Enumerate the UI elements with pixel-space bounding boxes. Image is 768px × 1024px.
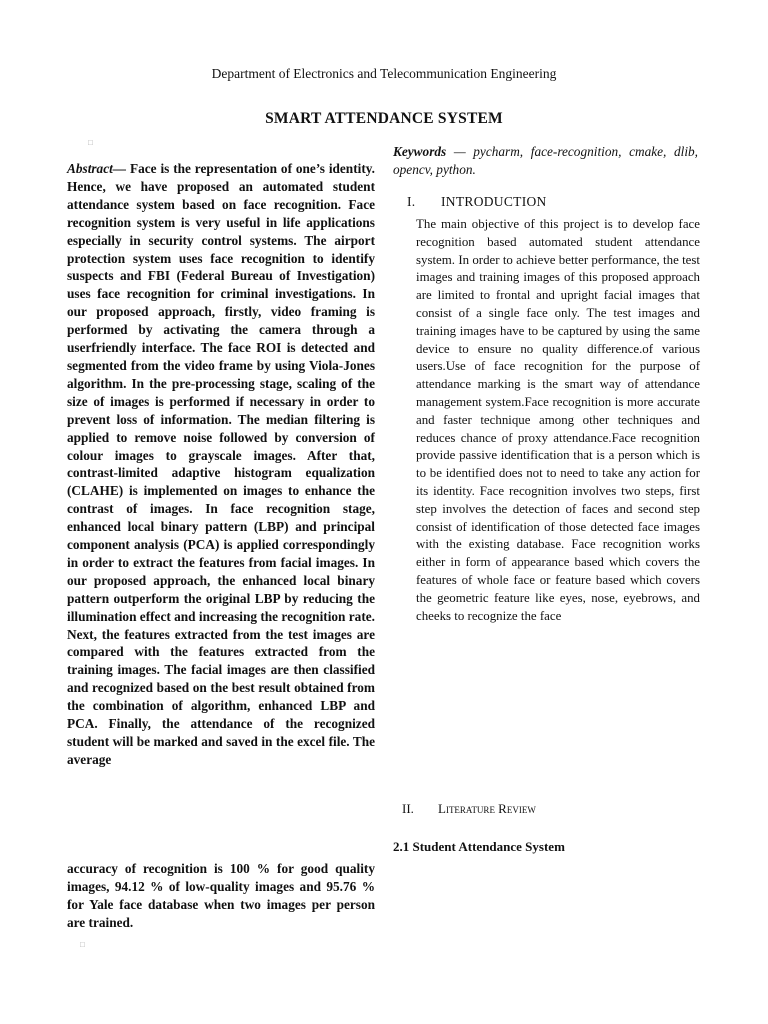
section-title: INTRODUCTION [441, 194, 547, 209]
department-header: Department of Electronics and Telecommunication Engineering [211, 66, 557, 81]
keywords-body: — pycharm, face-recognition, cmake, dlib, opencv, python. [393, 144, 698, 177]
keywords-label: Keywords [393, 144, 447, 159]
introduction-body: The main objective of this project is to develop face recognition based automated student attendance system. In order to achieve better performance, the test images and training images of this proposed approach are limited to frontal and upright facial images that consist of a single face only. The test images and training images have to be captured by using the same device to ensure no quality difference.of various users.Use of face recognition for the purpose of attendance marking is the smart way of attendance management system.Face recognition is more accurate and faster technique among other techniques and reduces chance of proxy attendance.Face recognition provide passive identification that is a person which is to be identified does not to need to take any action for its identity. Face recognition involves two steps, first step involves the detection of faces and second step consist of identification of those detected face images with the existing database. Face recognition works either in form of appearance based which covers the features of whole face or feature based which covers the geometric feature like eyes, nose, eyebrows, and cheeks to recognize the face [416, 217, 700, 623]
column-marker: □ [88, 138, 93, 147]
abstract-body: Face is the representation of one’s identity. Hence, we have proposed an automated student attendance system based on face recognition. Face recognition system is very useful in life applications especially in security control systems. The airport protection system uses face recognition to identify suspects and FBI (Federal Bureau of Investigation) uses face recognition for criminal investigations. In our proposed approach, firstly, video framing is performed by activating the camera through a userfriendly interface. The face ROI is detected and segmented from the video frame by using Viola-Jones algorithm. In the pre-processing stage, scaling of the size of images is performed if necessary in order to prevent loss of information. The median filtering is applied to remove noise followed by conversion of colour images to grayscale images. After that, contrast-limited adaptive histogram equalization (CLAHE) is implemented on images to enhance the contrast of images. In face recognition stage, enhanced local binary pattern (LBP) and principal component analysis (PCA) is applied correspondingly in order to extract the features from facial images. In our proposed approach, the enhanced local binary pattern outperform the original LBP by reducing the illumination effect and increasing the recognition rate. Next, the features extracted from the test images are compared with the features extracted from the training images. The facial images are then classified and recognized based on the best result obtained from the combination of algorithm, enhanced LBP and PCA. Finally, the attendance of the recognized student will be marked and saved in the excel file. The average [67, 161, 375, 767]
abstract [67, 160, 375, 769]
abstract-continuation: accuracy of recognition is 100 % for good quality images, 94.12 % of low-quality images and 95.76 % for Yale face database when two images per person are trained. [67, 861, 375, 930]
section-number: I. [407, 194, 416, 209]
section-number: II. [402, 801, 414, 816]
section-heading-literature [402, 801, 536, 817]
abstract-label: Abstract— [67, 161, 127, 176]
paper-title: SMART ATTENDANCE SYSTEM [265, 110, 503, 127]
section-heading-introduction [407, 194, 547, 210]
subsection-heading: 2.1 Student Attendance System [393, 839, 565, 854]
section-title: Literature Review [438, 801, 536, 816]
keywords [393, 143, 698, 178]
column-marker: □ [80, 940, 85, 949]
